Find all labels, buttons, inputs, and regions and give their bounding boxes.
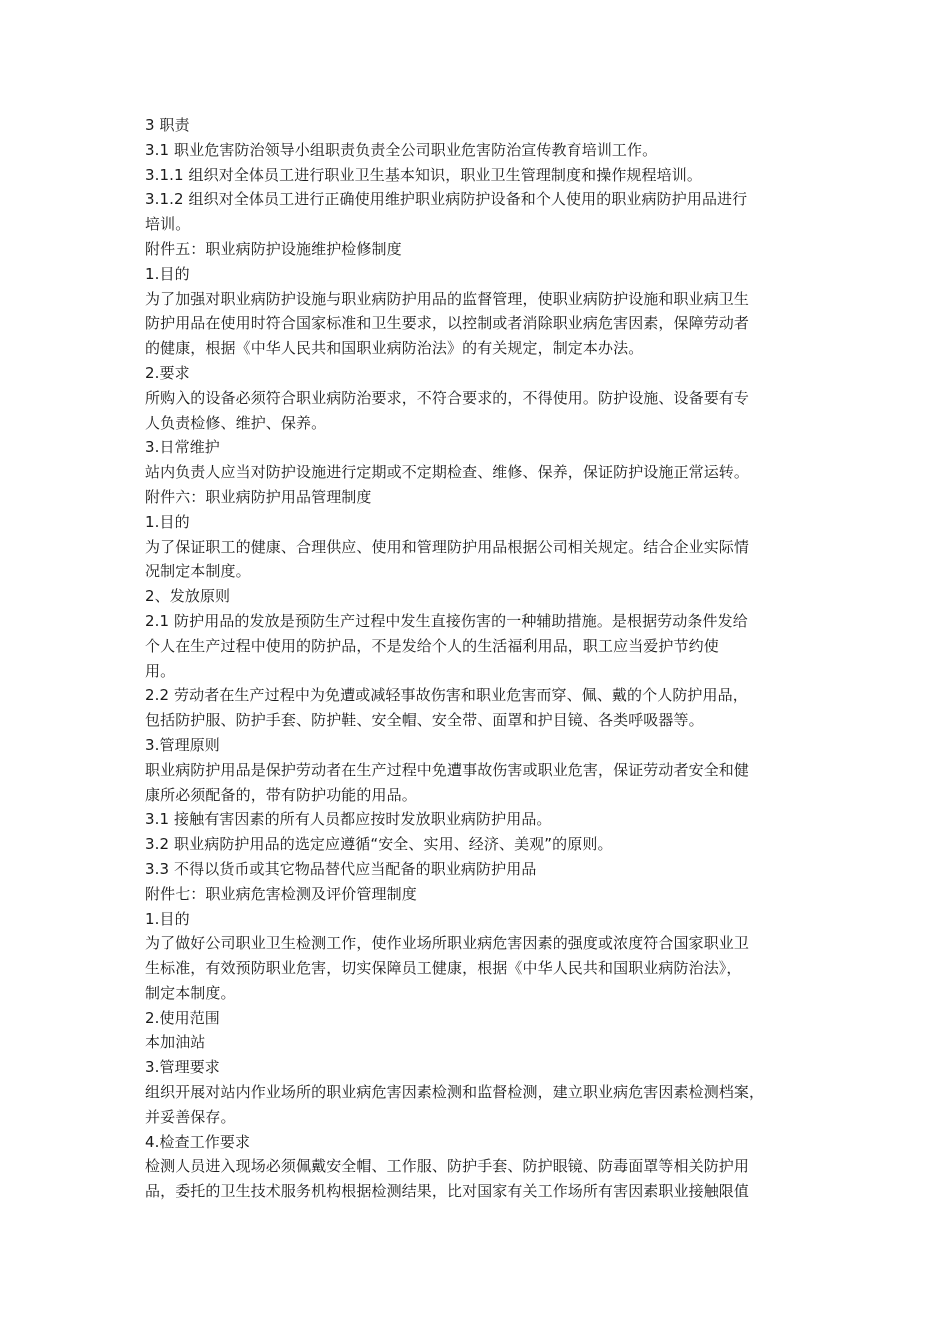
text-line: 组织开展对站内作业场所的职业病危害因素检测和监督检测，建立职业病危害因素检测档案，	[145, 1083, 765, 1102]
text-line: 2.1 防护用品的发放是预防生产过程中发生直接伤害的一种辅助措施。是根据劳动条件发给	[145, 611, 748, 630]
document-page	[145, 113, 815, 1204]
text-line: 3.管理要求	[145, 1058, 220, 1077]
text-line: 康所必须配备的，带有防护功能的用品。	[145, 785, 417, 804]
text-line: 为了做好公司职业卫生检测工作，使作业场所职业病危害因素的强度或浓度符合国家职业卫	[145, 934, 750, 953]
text-line: 3.日常维护	[145, 438, 220, 457]
text-line: 2.要求	[145, 363, 190, 382]
text-line: 生标准，有效预防职业危害，切实保障员工健康，根据《中华人民共和国职业病防治法》，	[145, 959, 742, 978]
section-heading: 附件五：职业病防护设施维护检修制度	[145, 239, 402, 258]
text-line: 为了加强对职业病防护设施与职业病防护用品的监督管理，使职业病防护设施和职业病卫生	[145, 289, 750, 308]
text-line: 2、发放原则	[145, 587, 231, 606]
text-line: 1.目的	[145, 909, 190, 928]
text-line: 3.1.1 组织对全体员工进行职业卫生基本知识，职业卫生管理制度和操作规程培训。	[145, 165, 702, 184]
text-line: 3.1 接触有害因素的所有人员都应按时发放职业病防护用品。	[145, 810, 552, 829]
text-line: 3 职责	[145, 116, 190, 134]
text-line: 制定本制度。	[145, 983, 236, 1002]
text-line: 3.管理原则	[145, 735, 220, 754]
text-line: 本加油站	[145, 1033, 206, 1052]
text-line: 职业病防护用品是保护劳动者在生产过程中免遭事故伤害或职业危害，保证劳动者安全和健	[145, 760, 750, 779]
text-line: 用。	[145, 661, 176, 680]
section-heading: 附件六：职业病防护用品管理制度	[145, 487, 372, 506]
text-line: 品，委托的卫生技术服务机构根据检测结果，比对国家有关工作场所有害因素职业接触限值	[145, 1182, 750, 1201]
text-line: 站内负责人应当对防护设施进行定期或不定期检查、维修、保养，保证防护设施正常运转。	[145, 463, 750, 482]
text-line: 1.目的	[145, 512, 190, 531]
text-line: 3.1.2 组织对全体员工进行正确使用维护职业病防护设备和个人使用的职业病防护用品进行	[145, 190, 748, 209]
text-line: 所购入的设备必须符合职业病防治要求，不符合要求的，不得使用。防护设施、设备要有专	[145, 388, 750, 407]
text-line: 的健康，根据《中华人民共和国职业病防治法》的有关规定，制定本办法。	[145, 339, 644, 358]
text-line: 2.使用范围	[145, 1008, 220, 1027]
text-line: 培训。	[145, 215, 191, 234]
text-line: 包括防护服、防护手套、防护鞋、安全帽、安全带、面罩和护目镜、各类呼吸器等。	[145, 711, 704, 730]
text-line: 并妥善保存。	[145, 1107, 236, 1126]
text-line: 2.2 劳动者在生产过程中为免遭或减轻事故伤害和职业危害而穿、佩、戴的个人防护用品，	[145, 686, 748, 705]
text-line: 3.3 不得以货币或其它物品替代应当配备的职业病防护用品	[145, 859, 537, 878]
text-line: 为了保证职工的健康、合理供应、使用和管理防护用品根据公司相关规定。结合企业实际情	[145, 537, 750, 556]
text-line: 检测人员进入现场必须佩戴安全帽、工作服、防护手套、防护眼镜、防毒面罩等相关防护用	[145, 1157, 750, 1176]
text-line: 人负责检修、维护、保养。	[145, 413, 327, 432]
text-line: 4.检查工作要求	[145, 1132, 251, 1151]
section-heading: 附件七：职业病危害检测及评价管理制度	[145, 884, 417, 903]
text-line: 个人在生产过程中使用的防护品，不是发给个人的生活福利用品，职工应当爱护节约使	[145, 636, 719, 655]
text-line: 1.目的	[145, 264, 190, 283]
text-line: 防护用品在使用时符合国家标准和卫生要求，以控制或者消除职业病危害因素，保障劳动者	[145, 314, 750, 333]
text-line: 3.2 职业病防护用品的选定应遵循“安全、实用、经济、美观”的原则。	[145, 835, 613, 854]
text-line: 况制定本制度。	[145, 562, 251, 581]
text-line: 3.1 职业危害防治领导小组职责负责全公司职业危害防治宣传教育培训工作。	[145, 140, 658, 159]
